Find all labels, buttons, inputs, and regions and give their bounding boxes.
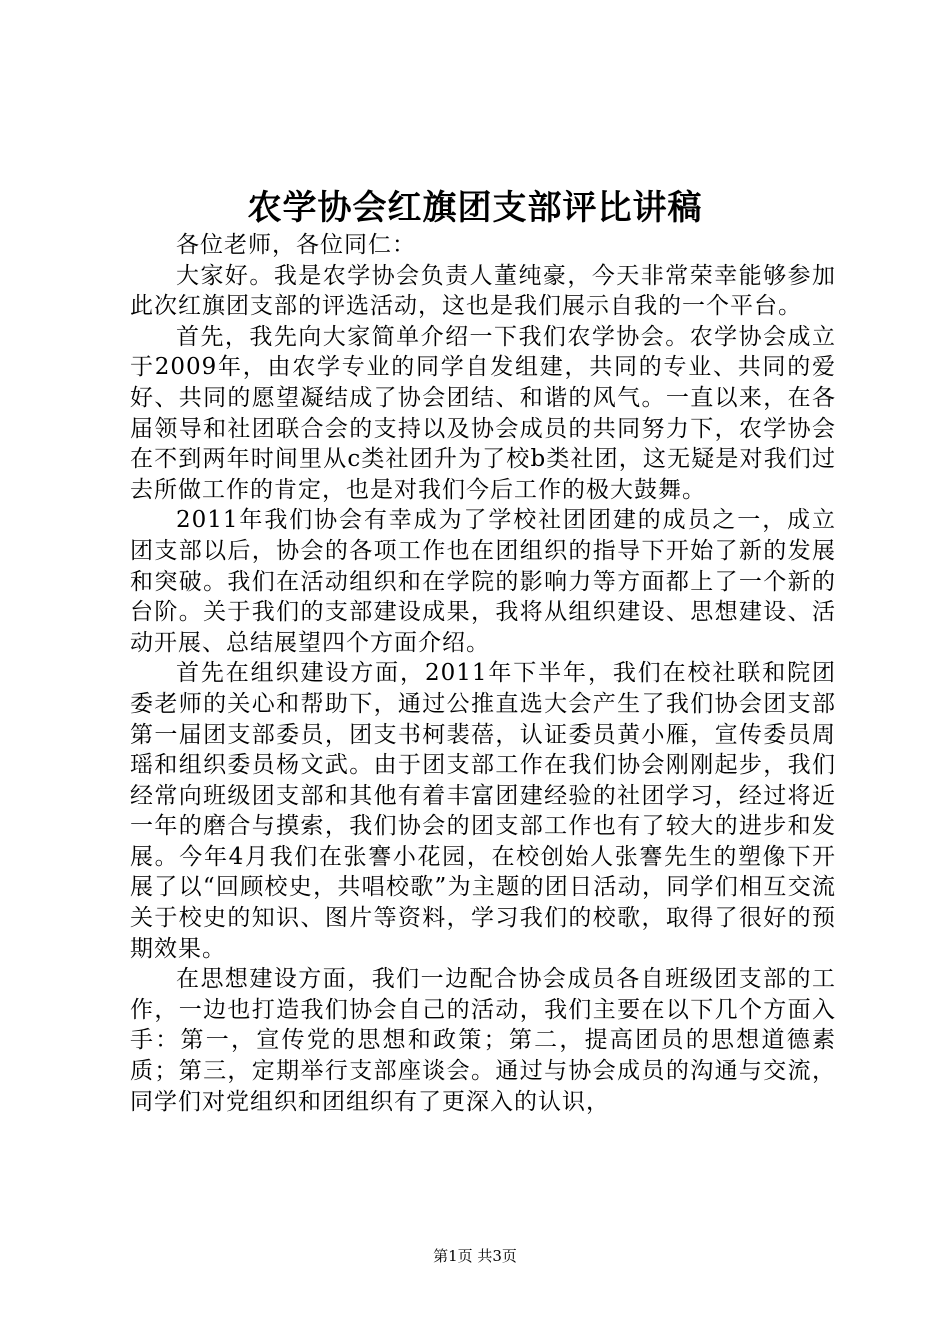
document-title: 农学协会红旗团支部评比讲稿 (247, 188, 703, 228)
document-body (130, 230, 836, 1117)
body-paragraph: 2011年我们协会有幸成为了学校社团团建的成员之一，成立团支部以后，协会的各项工作也在团组织的指导下开始了新的发展和突破。我们在活动组织和在学院的影响力等方面都上了一个新的台阶。关于我们的支部建设成果，我将从组织建设、思想建设、活动开展、总结展望四个方面介绍。 (130, 507, 836, 656)
page-number-footer: 第1页 共3页 (433, 1247, 517, 1265)
body-paragraph: 大家好。我是农学协会负责人董纯豪，今天非常荣幸能够参加此次红旗团支部的评选活动，这也是我们展示自我的一个平台。 (130, 262, 836, 320)
salutation-paragraph: 各位老师，各位同仁： (176, 232, 416, 258)
body-paragraph: 首先在组织建设方面，2011年下半年，我们在校社联和院团委老师的关心和帮助下，通过公推直选大会产生了我们协会团支部第一届团支部委员，团支书柯裴蓓，认证委员黄小雁，宣传委员周瑶和组织委员杨文武。由于团支部工作在我们协会刚刚起步，我们经常向班级团支部和其他有着丰富团建经验的社团学习，经过将近一年的磨合与摸索，我们协会的团支部工作也有了较大的进步和发展。今年4月我们在张謇小花园，在校创始人张謇先生的塑像下开展了以“回顾校史，共唱校歌”为主题的团日活动，同学们相互交流关于校史的知识、图片等资料，学习我们的校歌，取得了很好的预期效果。 (130, 660, 836, 962)
body-paragraph: 在思想建设方面，我们一边配合协会成员各自班级团支部的工作，一边也打造我们协会自己的活动，我们主要在以下几个方面入手：第一，宣传党的思想和政策；第二，提高团员的思想道德素质；第三，定期举行支部座谈会。通过与协会成员的沟通与交流，同学们对党组织和团组织有了更深入的认识， (130, 966, 836, 1115)
body-paragraph: 首先，我先向大家简单介绍一下我们农学协会。农学协会成立于2009年，由农学专业的同学自发组建，共同的专业、共同的爱好、共同的愿望凝结成了协会团结、和谐的风气。一直以来，在各届领导和社团联合会的支持以及协会成员的共同努力下，农学协会在不到两年时间里从c类社团升为了校b类社团，这无疑是对我们过去所做工作的肯定，也是对我们今后工作的极大鼓舞。 (130, 323, 836, 503)
